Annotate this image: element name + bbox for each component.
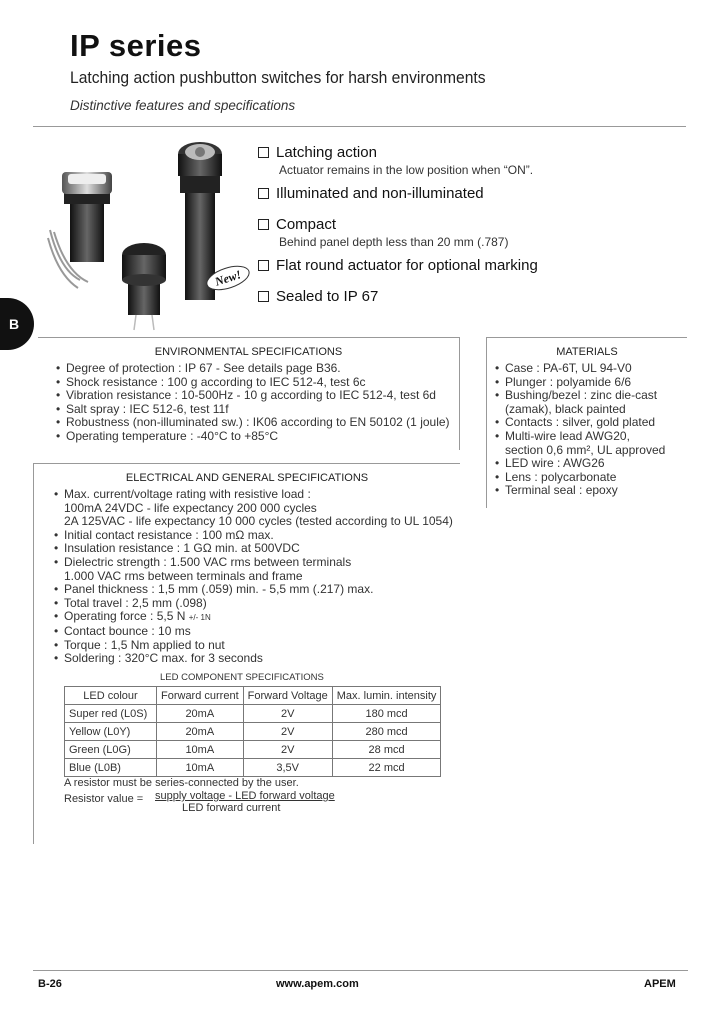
spec-item: • Shock resistance : 100 g according to IEC 512-4, test 6c — [56, 376, 459, 390]
spec-item: • Case : PA-6T, UL 94-V0 — [495, 362, 687, 376]
table-cell: 10mA — [157, 741, 244, 759]
table-row — [65, 705, 441, 723]
spec-item: • Initial contact resistance : 100 mΩ max. — [54, 529, 460, 543]
section-intro: Distinctive features and specifications — [70, 98, 296, 113]
column-header: Forward Voltage — [243, 687, 332, 705]
section-tab: B — [0, 298, 34, 350]
feature-title: Illuminated and non-illuminated — [276, 185, 484, 202]
table-cell: Blue (L0B) — [65, 759, 157, 777]
bottom-divider — [33, 970, 688, 971]
website-link[interactable]: www.apem.com — [276, 978, 359, 990]
table-cell: 280 mcd — [332, 723, 441, 741]
spec-item: • Salt spray : IEC 512-6, test 11f — [56, 403, 459, 417]
feature-title: Latching action — [276, 144, 377, 161]
page-title: IP series — [70, 28, 202, 63]
resistor-label: Resistor value = — [64, 793, 144, 805]
feature-item — [258, 185, 698, 202]
spec-item-cont: 100mA 24VDC - life expectancy 200 000 cycles — [64, 500, 317, 515]
spec-text: Operating force : 5,5 N — [64, 609, 186, 624]
spec-item — [54, 610, 460, 625]
feature-item — [258, 144, 698, 177]
feature-item — [258, 216, 698, 249]
spec-item-cont: (zamak), black painted — [505, 401, 626, 416]
feature-list — [258, 144, 698, 313]
square-switch — [48, 172, 112, 288]
table-cell: 3,5V — [243, 759, 332, 777]
table-row — [65, 759, 441, 777]
materials-specs — [486, 337, 687, 508]
table-row — [65, 723, 441, 741]
spec-item: • Contacts : silver, gold plated — [495, 416, 687, 430]
feature-desc: Behind panel depth less than 20 mm (.787) — [279, 235, 509, 249]
spec-item: • Robustness (non-illuminated sw.) : IK06 according to EN 50102 (1 joule) — [56, 416, 459, 430]
spec-item: • Lens : polycarbonate — [495, 471, 687, 485]
spec-item: • LED wire : AWG26 — [495, 457, 687, 471]
table-cell: 2V — [243, 723, 332, 741]
checkbox-icon — [258, 219, 269, 230]
column-header: Max. lumin. intensity — [332, 687, 441, 705]
page-subtitle: Latching action pushbutton switches for harsh environments — [70, 68, 486, 87]
page-number: B-26 — [38, 978, 62, 990]
table-cell: 20mA — [157, 723, 244, 741]
spec-item: • Degree of protection : IP 67 - See details page B36. — [56, 362, 459, 376]
formula-numerator: supply voltage - LED forward voltage — [155, 790, 335, 802]
table-cell: Super red (L0S) — [65, 705, 157, 723]
table-cell: Green (L0G) — [65, 741, 157, 759]
feature-title: Compact — [276, 216, 337, 233]
spec-item: • Plunger : polyamide 6/6 — [495, 376, 687, 390]
spec-item: • Max. current/voltage rating with resistive load : — [54, 488, 460, 502]
spec-item: • Terminal seal : epoxy — [495, 484, 687, 498]
checkbox-icon — [258, 260, 269, 271]
spec-item: • Torque : 1,5 Nm applied to nut — [54, 639, 460, 653]
led-table-title: LED COMPONENT SPECIFICATIONS — [160, 672, 324, 683]
led-spec-table — [64, 686, 441, 777]
product-photo — [40, 130, 255, 340]
spec-item: • Vibration resistance : 10-500Hz - 10 g according to IEC 512-4, test 6d — [56, 389, 459, 403]
table-header-row — [65, 687, 441, 705]
feature-item — [258, 288, 698, 305]
table-cell: 2V — [243, 705, 332, 723]
section-title: ELECTRICAL AND GENERAL SPECIFICATIONS — [125, 472, 369, 484]
spec-item: • Dielectric strength : 1.500 VAC rms between terminals — [54, 556, 460, 570]
section-title: MATERIALS — [556, 346, 618, 358]
table-cell: 28 mcd — [332, 741, 441, 759]
tolerance: +/- 1N — [188, 613, 211, 623]
checkbox-icon — [258, 291, 269, 302]
spec-item: • Total travel : 2,5 mm (.098) — [54, 597, 460, 611]
checkbox-icon — [258, 188, 269, 199]
section-title: ENVIRONMENTAL SPECIFICATIONS — [154, 346, 343, 358]
round-switch — [122, 243, 166, 330]
table-cell: 20mA — [157, 705, 244, 723]
spec-item: • Operating temperature : -40°C to +85°C — [56, 430, 459, 444]
formula-denominator: LED forward current — [182, 802, 281, 814]
checkbox-icon — [258, 147, 269, 158]
column-header: Forward current — [157, 687, 244, 705]
environmental-specs — [38, 337, 460, 450]
spec-item: • Insulation resistance : 1 GΩ min. at 500VDC — [54, 542, 460, 556]
spec-item: • Soldering : 320°C max. for 3 seconds — [54, 652, 460, 666]
table-cell: 22 mcd — [332, 759, 441, 777]
resistor-note: A resistor must be series-connected by the user. — [64, 777, 299, 789]
feature-title: Sealed to IP 67 — [276, 288, 379, 305]
spec-item: • Panel thickness : 1,5 mm (.059) min. - 5,5 mm (.217) max. — [54, 583, 460, 597]
brand-logo: APEM — [644, 978, 676, 990]
top-divider — [33, 126, 686, 127]
column-header: LED colour — [65, 687, 157, 705]
svg-text:New!: New! — [213, 267, 243, 289]
table-cell: 10mA — [157, 759, 244, 777]
spec-item-cont: section 0,6 mm², UL approved — [505, 442, 666, 457]
spec-item: • Multi-wire lead AWG20, — [495, 430, 687, 444]
spec-item-cont: 2A 125VAC - life expectancy 10 000 cycles (tested according to UL 1054) — [64, 514, 453, 529]
table-cell: 180 mcd — [332, 705, 441, 723]
table-row — [65, 741, 441, 759]
spec-item: • Bushing/bezel : zinc die-cast — [495, 389, 687, 403]
feature-item — [258, 257, 698, 274]
feature-desc: Actuator remains in the low position when “ON”. — [279, 163, 534, 177]
spec-item: • Contact bounce : 10 ms — [54, 625, 460, 639]
table-cell: 2V — [243, 741, 332, 759]
feature-title: Flat round actuator for optional marking — [276, 257, 538, 274]
table-cell: Yellow (L0Y) — [65, 723, 157, 741]
spec-item-cont: 1.000 VAC rms between terminals and frame — [64, 568, 303, 583]
